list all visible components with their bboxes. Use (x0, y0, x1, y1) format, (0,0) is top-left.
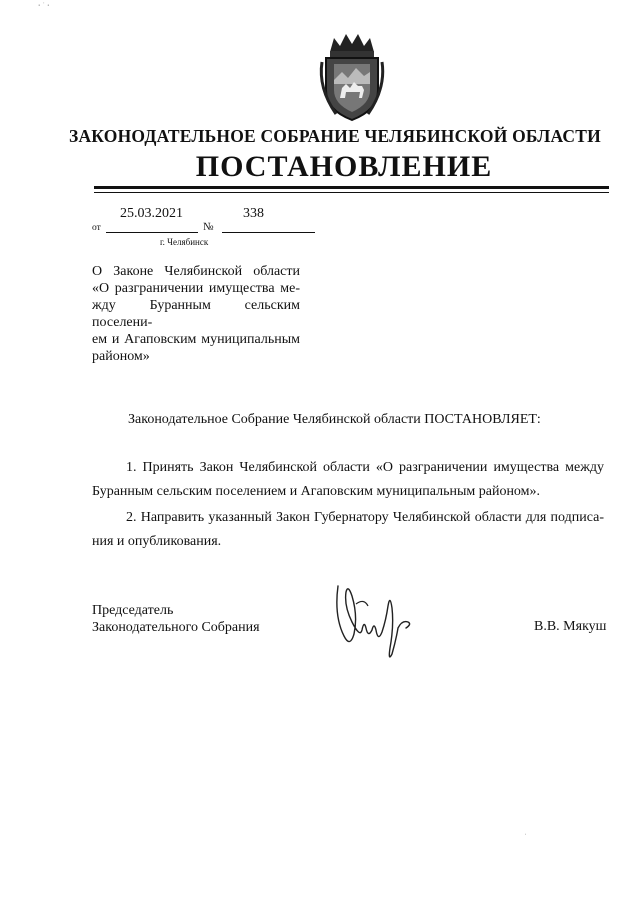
handwritten-signature (332, 576, 422, 666)
header-rule-thin (94, 192, 609, 193)
signatory-title-line: Председатель (92, 603, 174, 618)
item-line: Буранным сельским поселением и Агаповским муниципальным районом». (92, 484, 541, 499)
preamble-text: Законодательное Собрание Челябинской области ПОСТАНОВЛЯЕТ: (128, 412, 541, 427)
signatory-title (92, 602, 260, 636)
document-subject (92, 263, 300, 365)
chelyabinsk-coat-of-arms-icon (316, 32, 388, 122)
signatory-title-line: Законодательного Собрания (92, 620, 260, 635)
document-number: 338 (243, 206, 264, 221)
city-label: г. Челябинск (160, 237, 209, 247)
document-date: 25.03.2021 (120, 206, 183, 221)
resolution-item-1 (92, 456, 604, 504)
subject-line: ем и Агаповским муниципальным (92, 332, 300, 347)
subject-line: «О разграничении имущества ме- (92, 281, 300, 296)
item-line: ния и опубликования. (92, 534, 222, 549)
date-underline (106, 232, 198, 233)
item-line: 2. Направить указанный Закон Губернатору Челябинской области для подписа- (126, 510, 604, 525)
date-label: от (92, 223, 101, 233)
scan-speck: ˌ (524, 826, 527, 835)
number-label: № (203, 221, 214, 233)
subject-line: районом» (92, 349, 150, 364)
signatory-name: В.В. Мякуш (534, 619, 607, 634)
resolution-item-2 (92, 506, 604, 554)
header-rule-thick (94, 186, 609, 189)
subject-line: О Законе Челябинской области (92, 264, 300, 279)
organization-title: ЗАКОНОДАТЕЛЬНОЕ СОБРАНИЕ ЧЕЛЯБИНСКОЙ ОБЛАСТИ (69, 126, 601, 146)
scan-speck: ꞏ ˈ ꞏ (38, 1, 50, 10)
document-type-heading: ПОСТАНОВЛЕНИЕ (195, 150, 493, 183)
number-underline (222, 232, 315, 233)
subject-line: жду Буранным сельским поселени- (92, 298, 300, 330)
item-line: 1. Принять Закон Челябинской области «О разграничении имущества между (126, 460, 604, 475)
